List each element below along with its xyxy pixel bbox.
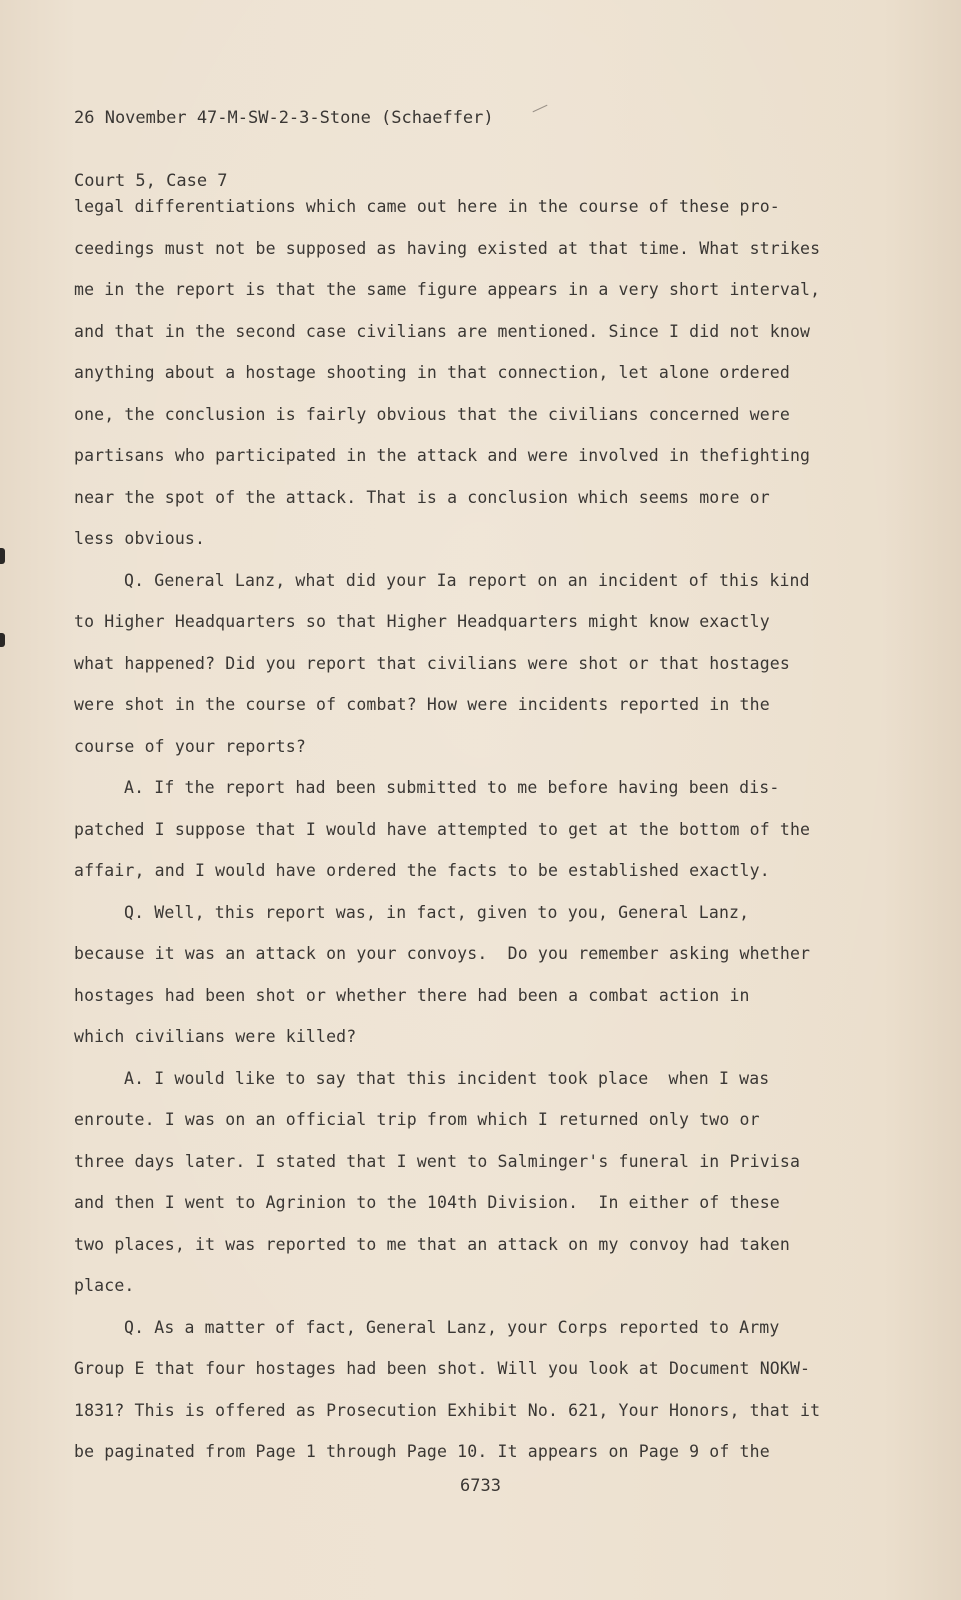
transcript-line: affair, and I would have ordered the facts to be established exactly. — [74, 861, 770, 880]
transcript-line: two places, it was reported to me that an attack on my convoy had taken — [74, 1234, 790, 1254]
transcript-line: ceedings must not be supposed as having existed at that time. What strikes — [74, 238, 821, 258]
transcript-line: to Higher Headquarters so that Higher Headquarters might know exactly — [74, 612, 770, 631]
transcript-body — [74, 186, 854, 1473]
transcript-line: legal differentiations which came out here in the course of these pro- — [74, 197, 780, 216]
transcript-line: and then I went to Agrinion to the 104th Division. In either of these — [74, 1193, 780, 1212]
transcript-line: which civilians were killed? — [74, 1027, 357, 1046]
transcript-line: patched I suppose that I would have attempted to get at the bottom of the — [74, 819, 811, 839]
transcript-line: 1831? This is offered as Prosecution Exhibit No. 621, Your Honors, that it — [74, 1400, 821, 1420]
transcript-line: anything about a hostage shooting in that connection, let alone ordered — [74, 363, 790, 382]
transcript-line: Q. Well, this report was, in fact, given to you, General Lanz, — [124, 902, 750, 922]
transcript-line: Q. General Lanz, what did your Ia report on an incident of this kind — [124, 570, 810, 590]
transcript-line: me in the report is that the same figure appears in a very short interval, — [74, 280, 821, 299]
header-line-court-case: Court 5, Case 7 — [74, 171, 228, 191]
binding-mark-bottom — [0, 633, 5, 647]
transcript-line: A. I would like to say that this incident took place when I was — [124, 1068, 770, 1088]
transcript-line: and that in the second case civilians are mentioned. Since I did not know — [74, 321, 811, 341]
transcript-line: be paginated from Page 1 through Page 10. It appears on Page 9 of the — [74, 1442, 770, 1461]
transcript-line: Q. As a matter of fact, General Lanz, your Corps reported to Army — [124, 1317, 780, 1337]
header-line-date-reference: 26 November 47-M-SW-2-3-Stone (Schaeffer) — [74, 108, 494, 128]
transcript-line: enroute. I was on an official trip from which I returned only two or — [74, 1110, 760, 1129]
transcript-line: A. If the report had been submitted to me before having been dis- — [124, 778, 780, 797]
transcript-line: what happened? Did you report that civilians were shot or that hostages — [74, 653, 790, 673]
binding-mark-top — [0, 548, 5, 564]
transcript-line: less obvious. — [74, 529, 206, 548]
transcript-line: place. — [74, 1276, 135, 1295]
page-number: 6733 — [460, 1476, 501, 1496]
transcript-line: three days later. I stated that I went to Salminger's funeral in Privisa — [74, 1151, 801, 1171]
transcript-line: course of your reports? — [74, 736, 306, 756]
transcript-line: one, the conclusion is fairly obvious that the civilians concerned were — [74, 404, 790, 424]
transcript-line: Group E that four hostages had been shot. Will you look at Document NOKW- — [74, 1359, 811, 1378]
transcript-line: hostages had been shot or whether there had been a combat action in — [74, 985, 750, 1005]
transcript-line: near the spot of the attack. That is a conclusion which seems more or — [74, 487, 770, 507]
stray-pencil-mark — [533, 105, 548, 113]
transcript-line: were shot in the course of combat? How were incidents reported in the — [74, 695, 770, 714]
transcript-line: because it was an attack on your convoys. Do you remember asking whether — [74, 944, 811, 963]
transcript-line: partisans who participated in the attack and were involved in thefighting — [74, 446, 811, 465]
